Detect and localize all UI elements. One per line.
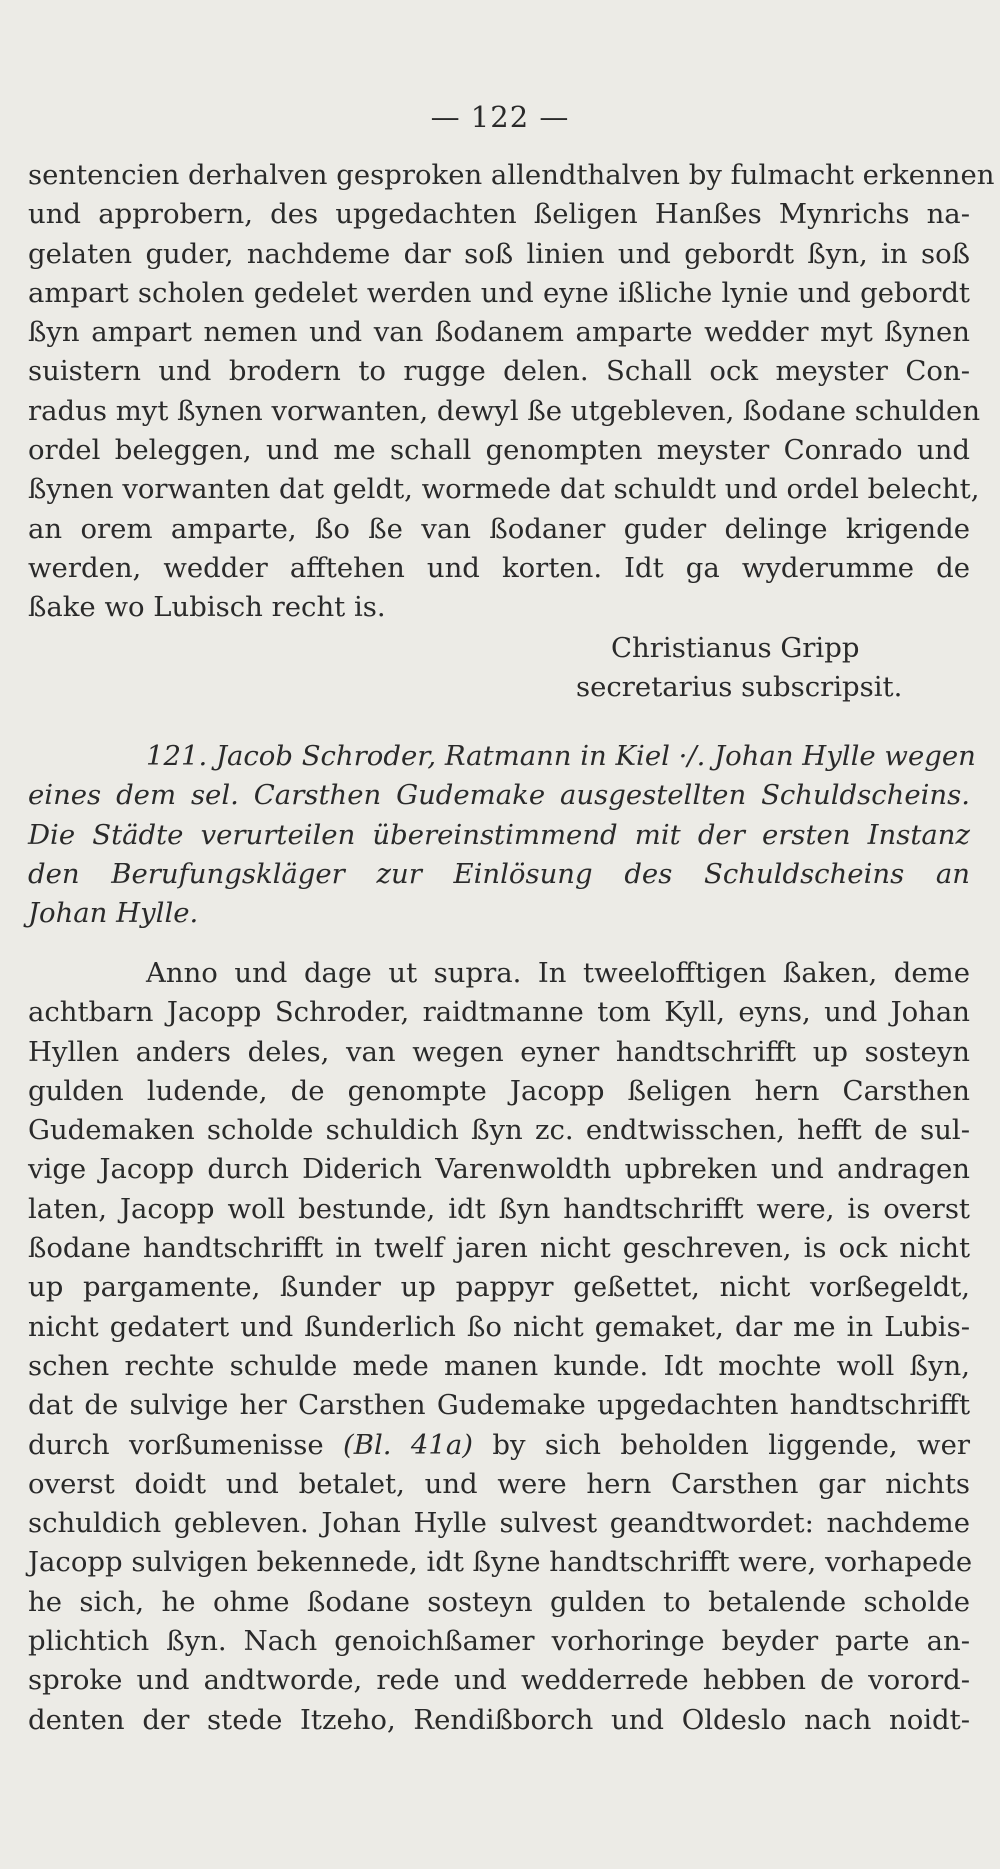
paragraph1-line: ßake wo Lubisch recht is. — [28, 591, 386, 624]
heading-line: den Berufungskläger zur Einlösung des Schuldscheins an — [28, 857, 970, 890]
paragraph2-line: ßodane handtschrifft in twelf jaren nicht geschreven, is ock nicht — [28, 1232, 970, 1265]
paragraph2-line: Anno und dage ut supra. In tweelofftigen ßaken, deme — [146, 957, 970, 989]
paragraph2-line: sproke und andtworde, rede und wedderrede hebben de vorord- — [28, 1664, 970, 1697]
paragraph1-line: ßynen vorwanten dat geldt, wormede dat schuldt und ordel belecht, — [28, 473, 980, 506]
paragraph1-line: radus myt ßynen vorwanten, dewyl ße utgebleven, ßodane schulden — [28, 394, 981, 427]
paragraph2-line: dat de sulvige her Carsthen Gudemake upgedachten handtschrifft — [28, 1389, 970, 1422]
paragraph2-line: durch vorßumenisse (Bl. 41a) by sich beholden liggende, wer — [28, 1428, 970, 1461]
signature-name: Christianus Gripp — [611, 632, 860, 664]
paragraph2-line: overst doidt und betalet, und were hern Carsthen gar nichts — [28, 1467, 970, 1500]
paragraph2-line: denten der stede Itzeho, Rendißborch und Oldeslo nach noidt- — [28, 1703, 970, 1736]
paragraph2-line: nicht gedatert und ßunderlich ßo nicht gemaket, dar me in Lubis- — [28, 1310, 970, 1343]
paragraph2-line: achtbarn Jacopp Schroder, raidtmanne tom Kyll, eyns, und Johan — [28, 996, 970, 1029]
paragraph2-line: plichtich ßyn. Nach genoichßamer vorhoringe beyder parte an- — [28, 1625, 970, 1658]
paragraph1-line: werden, wedder afftehen und korten. Idt ga wyderumme de — [28, 551, 970, 584]
signature-title: secretarius subscripsit. — [576, 671, 903, 703]
folio-reference: (Bl. 41a) — [343, 1428, 474, 1461]
paragraph-2 — [28, 954, 973, 1740]
paragraph2-line: laten, Jacopp woll bestunde, idt ßyn handtschrifft were, is overst — [28, 1192, 970, 1225]
paragraph2-line: schen rechte schulde mede manen kunde. Idt mochte woll ßyn, — [28, 1349, 970, 1382]
heading-line: Johan Hylle. — [28, 897, 199, 930]
paragraph2-line: vige Jacopp durch Diderich Varenwoldth upbreken und andragen — [28, 1153, 970, 1186]
paragraph1-line: gelaten guder, nachdeme dar soß linien und gebordt ßyn, in soß — [28, 237, 970, 270]
paragraph2-line: Hyllen anders deles, van wegen eyner handtschrifft up sosteyn — [28, 1035, 970, 1068]
paragraph1-line: ordel beleggen, und me schall genompten meyster Conrado und — [28, 434, 970, 467]
paragraph1-line: ßyn ampart nemen und van ßodanem amparte wedder myt ßynen — [28, 316, 970, 349]
paragraph1-line: und approbern, des upgedachten ßeligen Hanßes Mynrichs na- — [28, 198, 970, 231]
heading-line: 121. Jacob Schroder, Ratmann in Kiel ·/. Johan Hylle wegen — [146, 740, 976, 772]
paragraph-1 — [28, 156, 995, 628]
paragraph1-line: suistern und brodern to rugge delen. Schall ock meyster Con- — [28, 355, 970, 388]
paragraph1-line: an orem amparte, ßo ße van ßodaner guder delinge krigende — [28, 512, 970, 545]
entry-heading — [28, 737, 976, 933]
paragraph2-line: gulden ludende, de genompte Jacopp ßeligen hern Carsthen — [28, 1074, 970, 1107]
paragraph2-line: Gudemaken scholde schuldich ßyn zc. endtwisschen, hefft de sul- — [28, 1114, 970, 1147]
paragraph2-line: schuldich gebleven. Johan Hylle sulvest geandtwordet: nachdeme — [28, 1507, 970, 1540]
paragraph1-line: sentencien derhalven gesproken allendthalven by fulmacht erkennen — [28, 159, 995, 191]
paragraph2-line: Jacopp sulvigen bekennede, idt ßyne handtschrifft were, vorhapede — [28, 1546, 973, 1579]
paragraph1-line: ampart scholen gedelet werden und eyne ißliche lynie und gebordt — [28, 276, 970, 309]
paragraph2-line: he sich, he ohme ßodane sosteyn gulden to betalende scholde — [28, 1585, 970, 1618]
heading-line: Die Städte verurteilen übereinstimmend mit der ersten Instanz — [28, 818, 970, 851]
heading-line: eines dem sel. Carsthen Gudemake ausgestellten Schuldscheins. — [28, 779, 970, 812]
page-number: — 122 — — [430, 100, 570, 134]
paragraph2-line: up pargamente, ßunder up pappyr geßettet, nicht vorßegeldt, — [28, 1271, 970, 1304]
